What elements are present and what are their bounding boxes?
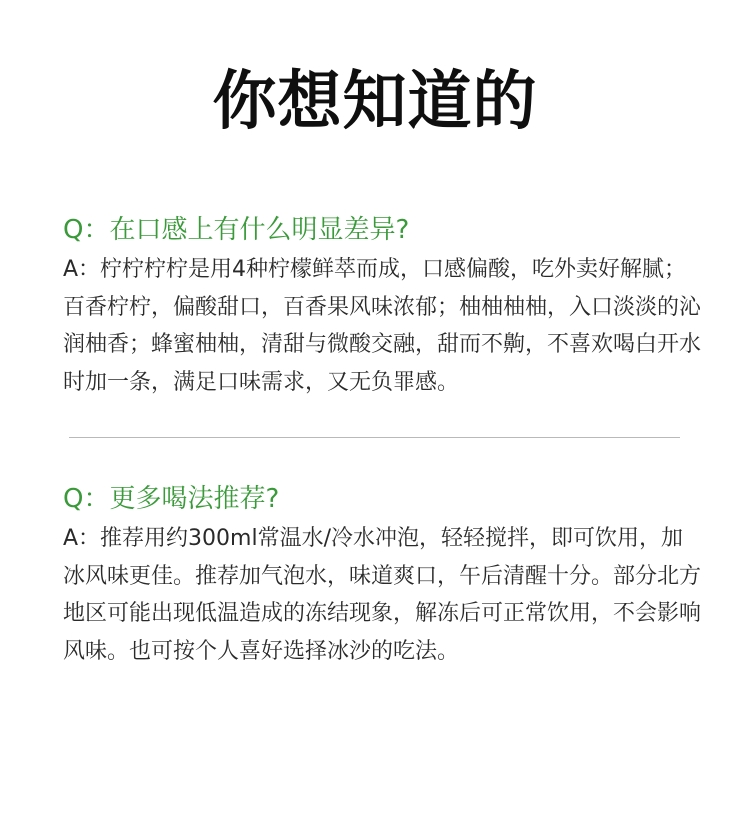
page-title: 你想知道的	[212, 65, 538, 139]
faq-question: Q：在口感上有什么明显差异?	[63, 215, 410, 245]
faq-item	[63, 480, 703, 670]
faq-item	[63, 211, 703, 401]
faq-answer: A：推荐用约300ml常温水/冷水冲泡，轻轻搅拌，即可饮用，加冰风味更佳。推荐加气泡水，味道爽口，午后清醒十分。部分北方地区可能出现低温造成的冻结现象，解冻后可正常饮用，不会影响风味。也可按个人喜好选择冰沙的吃法。	[63, 526, 702, 664]
faq-question: Q：更多喝法推荐?	[63, 484, 280, 514]
section-divider	[69, 437, 680, 438]
faq-answer: A：柠柠柠柠是用4种柠檬鲜萃而成，口感偏酸，吃外卖好解腻；百香柠柠，偏酸甜口，百香果风味浓郁；柚柚柚柚，入口淡淡的沁润柚香；蜂蜜柚柚，清甜与微酸交融，甜而不齁，不喜欢喝白开水时加一条，满足口味需求，又无负罪感。	[63, 257, 702, 395]
